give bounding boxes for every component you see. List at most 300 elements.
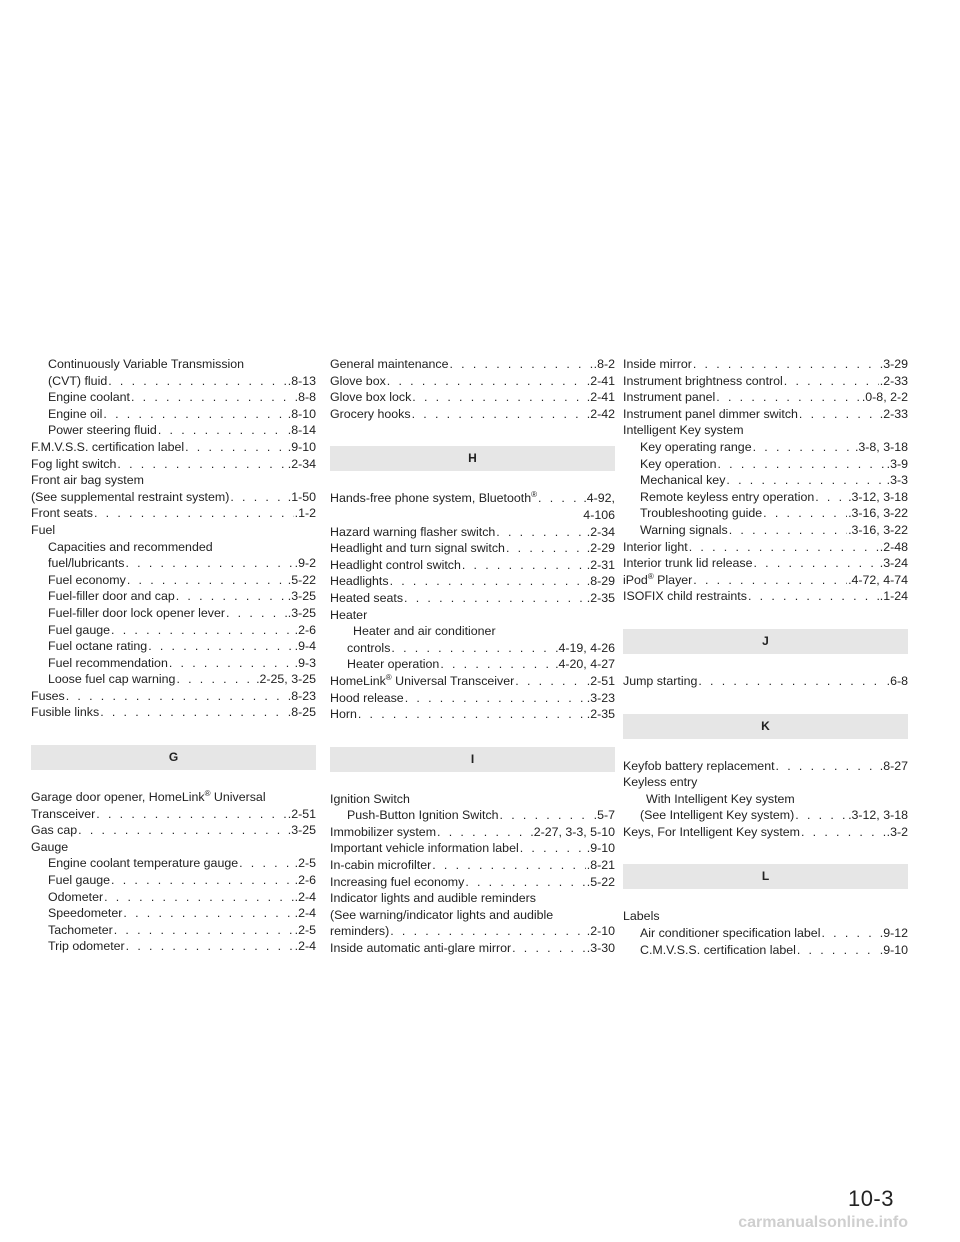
index-entry-text	[31, 439, 184, 456]
index-entry-text	[640, 942, 796, 959]
index-entry-text	[48, 922, 113, 939]
dot-leader	[114, 922, 294, 939]
index-entry-page-ref: .2-41	[586, 390, 615, 405]
index-entry	[330, 623, 615, 640]
index-entry	[330, 890, 615, 907]
index-entry	[31, 572, 316, 589]
entry-label: Fog light switch	[31, 456, 117, 471]
dot-leader	[716, 389, 861, 406]
entry-label: Remote keyless entry operation	[640, 489, 815, 504]
index-entry	[623, 472, 908, 489]
index-entry-text	[330, 940, 511, 957]
dot-leader	[239, 855, 294, 872]
index-entry-page-ref: .2-10	[586, 924, 615, 939]
index-entry-page-ref: .8-14	[287, 423, 316, 438]
index-entry-text	[646, 791, 795, 808]
dot-leader	[693, 572, 847, 589]
entry-label: reminders)	[330, 924, 390, 939]
index-entry	[330, 940, 615, 957]
dot-leader	[432, 857, 586, 874]
entry-label: Capacities and recommended	[48, 539, 213, 554]
dot-leader	[405, 690, 586, 707]
index-entry-page-ref: .2-35	[586, 590, 615, 605]
index-entry	[31, 671, 316, 688]
dot-leader	[127, 572, 287, 589]
index-entry-text	[31, 789, 266, 806]
entry-label: Engine coolant temperature gauge	[48, 856, 239, 871]
index-entry-text	[48, 889, 103, 906]
entry-label: Jump starting	[623, 673, 698, 688]
entry-label: Loose fuel cap warning	[48, 672, 176, 687]
index-entry-text	[330, 540, 505, 557]
dot-leader	[693, 356, 879, 373]
entry-label: With Intelligent Key system	[646, 791, 795, 806]
dot-leader	[176, 671, 255, 688]
index-entry-page-ref: .3-24	[879, 556, 908, 571]
dot-leader	[126, 938, 294, 955]
index-entry-text	[623, 539, 688, 556]
index-entry-text	[330, 607, 367, 624]
entry-label: (See supplemental restraint system)	[31, 489, 230, 504]
index-entry	[31, 472, 316, 489]
index-entry	[31, 456, 316, 473]
index-entry-text	[48, 622, 110, 639]
index-entry	[623, 774, 908, 791]
registered-mark: ®	[647, 571, 654, 581]
registered-mark: ®	[531, 490, 538, 500]
index-entry	[623, 791, 908, 808]
index-entry-text	[623, 824, 800, 841]
index-entry	[31, 622, 316, 639]
index-entry-text	[48, 638, 147, 655]
index-entry	[330, 640, 615, 657]
index-entry-page-ref: .1-2	[294, 506, 316, 521]
index-entry-page-ref: .3-30	[586, 941, 615, 956]
dot-leader	[390, 573, 586, 590]
index-entry	[31, 806, 316, 823]
dot-leader	[815, 489, 847, 506]
section-letter-header: I	[330, 747, 615, 772]
index-entry-text	[640, 489, 814, 506]
dot-leader	[729, 522, 847, 539]
index-entry	[623, 522, 908, 539]
index-entry-page-ref: .8-23	[287, 688, 316, 703]
dot-leader	[784, 373, 879, 390]
index-entry	[31, 789, 316, 806]
index-entry	[330, 923, 615, 940]
entry-label: General maintenance	[330, 357, 449, 371]
index-entry-page-ref: .2-42	[586, 406, 615, 421]
index-entry-page-ref: .4-19, 4-26	[555, 640, 615, 655]
index-entry-text	[330, 791, 410, 808]
dot-leader	[821, 925, 878, 942]
entry-label: (See Intelligent Key system)	[640, 808, 795, 823]
index-entry-page-ref: .2-34	[287, 456, 316, 471]
index-entry-page-ref: .3-8, 3-18	[854, 439, 908, 454]
registered-mark: ®	[204, 788, 211, 798]
index-entry-text	[640, 522, 728, 539]
index-entry	[31, 588, 316, 605]
entry-label: Fuel-filler door and cap	[48, 589, 175, 604]
index-entry	[31, 356, 316, 373]
entry-label: controls	[347, 640, 391, 655]
index-entry-text	[623, 389, 715, 406]
entry-label-suffix: Universal	[210, 790, 266, 805]
entry-label: Inside mirror	[623, 357, 692, 371]
entry-label: Warning signals	[640, 522, 728, 537]
index-entry	[623, 489, 908, 506]
index-entry	[623, 406, 908, 423]
index-entry-page-ref: .1-24	[879, 589, 908, 604]
index-entry-text	[640, 456, 716, 473]
entry-label: Transceiver	[31, 806, 96, 821]
index-entry-text	[330, 490, 537, 507]
dot-leader	[753, 555, 878, 572]
index-entry-text	[31, 688, 65, 705]
entry-label: (See warning/indicator lights and audible	[330, 907, 554, 922]
index-entry-text	[31, 472, 144, 489]
index-entry-text	[640, 472, 725, 489]
entry-label: Fuel recommendation	[48, 655, 168, 670]
dot-leader	[94, 505, 294, 522]
index-entry-text	[330, 874, 464, 891]
index-entry-text	[623, 774, 697, 791]
index-entry	[330, 373, 615, 390]
index-entry-page-ref: .3-25	[287, 589, 316, 604]
entry-label: Glove box	[330, 373, 386, 388]
index-entry-page-ref: .4-92,	[583, 491, 615, 506]
index-entry-page-ref: .3-2	[886, 824, 908, 839]
index-entry-page-ref: .9-12	[879, 926, 908, 941]
index-entry-text	[347, 656, 439, 673]
dot-leader	[449, 356, 592, 373]
index-entry	[31, 938, 316, 955]
index-entry-page-ref: .3-25	[287, 823, 316, 838]
index-entry-text	[330, 373, 386, 390]
index-entry-page-ref: .2-4	[294, 889, 316, 904]
dot-leader	[776, 758, 879, 775]
dot-leader	[358, 706, 586, 723]
dot-leader	[515, 673, 585, 690]
entry-label: Inside automatic anti-glare mirror	[330, 941, 512, 956]
dot-leader	[390, 923, 586, 940]
index-entry-text	[31, 522, 55, 539]
index-entry-text	[330, 857, 431, 874]
index-entry-text	[48, 588, 175, 605]
dot-leader	[437, 824, 529, 841]
entry-label: Fuel gauge	[48, 873, 111, 888]
index-entry-page-ref: .2-34	[586, 524, 615, 539]
index-entry	[330, 406, 615, 423]
dot-leader	[520, 840, 586, 857]
entry-label: Front air bag system	[31, 473, 144, 488]
index-entry-page-continued: 4-106	[583, 507, 615, 522]
index-column-2	[330, 356, 615, 957]
index-entry-text	[640, 505, 762, 522]
entry-label: Gauge	[31, 839, 69, 854]
dot-leader	[131, 389, 294, 406]
index-entry-text	[48, 605, 225, 622]
entry-label: HomeLink	[330, 673, 386, 688]
entry-label-suffix: Player	[653, 572, 693, 587]
dot-leader	[465, 874, 585, 891]
entry-label: Instrument panel dimmer switch	[623, 406, 798, 421]
index-entry	[623, 439, 908, 456]
entry-label: Garage door opener, HomeLink	[31, 790, 205, 805]
index-entry-text	[48, 373, 107, 390]
index-entry	[330, 857, 615, 874]
entry-label: Interior light	[623, 539, 688, 554]
index-entry-text	[48, 671, 175, 688]
dot-leader	[96, 806, 286, 823]
index-entry-page-ref: .9-3	[294, 655, 316, 670]
index-entry	[623, 539, 908, 556]
section-letter-header: J	[623, 629, 908, 654]
entry-label: Fuel octane rating	[48, 639, 148, 654]
index-entry	[31, 605, 316, 622]
index-entry-text	[31, 489, 229, 506]
index-entry-page-ref: .3-12, 3-18	[848, 489, 908, 504]
entry-label: Intelligent Key system	[623, 423, 744, 438]
dot-leader	[748, 588, 879, 605]
index-entry-text	[48, 539, 213, 556]
index-entry	[31, 422, 316, 439]
index-entry	[330, 557, 615, 574]
index-entry	[31, 688, 316, 705]
entry-label: Indicator lights and audible reminders	[330, 891, 536, 906]
index-entry-page-ref: .2-51	[586, 673, 615, 688]
entry-label: Front seats	[31, 506, 93, 521]
index-entry	[330, 807, 615, 824]
entry-label: Hood release	[330, 690, 404, 705]
index-entry-text	[330, 406, 411, 423]
dot-leader	[148, 638, 293, 655]
index-entry-text	[623, 758, 775, 775]
index-entry-text	[623, 673, 697, 690]
dot-leader	[462, 557, 586, 574]
section-letter-header: K	[623, 714, 908, 739]
index-entry-text	[48, 872, 110, 889]
entry-label: Heated seats	[330, 590, 404, 605]
dot-leader	[412, 389, 585, 406]
index-entry	[623, 373, 908, 390]
dot-leader	[169, 655, 294, 672]
index-entry-page-ref: .8-29	[586, 574, 615, 589]
index-entry	[623, 588, 908, 605]
dot-leader	[66, 688, 287, 705]
index-entry-text	[623, 373, 783, 390]
entry-label: Headlight control switch	[330, 557, 461, 572]
index-entry-text	[48, 572, 126, 589]
index-entry-text	[330, 890, 536, 907]
index-entry	[330, 824, 615, 841]
index-entry-text	[353, 623, 496, 640]
dot-leader	[103, 406, 286, 423]
index-entry-text	[623, 588, 747, 605]
index-entry	[31, 704, 316, 721]
index-entry	[31, 905, 316, 922]
index-entry	[31, 889, 316, 906]
index-entry-page-ref: .2-35	[586, 707, 615, 722]
index-entry	[623, 422, 908, 439]
index-entry-page-ref: .9-4	[294, 639, 316, 654]
registered-mark: ®	[385, 672, 392, 682]
entry-label: Hands-free phone system, Bluetooth	[330, 491, 532, 506]
dot-leader	[512, 940, 586, 957]
index-entry-text	[347, 807, 499, 824]
dot-leader	[111, 622, 294, 639]
entry-label: Tachometer	[48, 922, 113, 937]
index-entry-text	[31, 806, 95, 823]
index-entry-text	[48, 905, 122, 922]
index-entry-page-ref: .2-27, 3-3, 5-10	[530, 824, 615, 839]
index-entry-text	[330, 356, 448, 373]
dot-leader	[111, 872, 294, 889]
entry-label: C.M.V.S.S. certification label	[640, 942, 796, 957]
entry-label: F.M.V.S.S. certification label	[31, 439, 185, 454]
index-entry-text	[48, 422, 157, 439]
index-entry	[31, 373, 316, 390]
entry-label: Heater and air conditioner	[353, 624, 496, 639]
index-entry-text	[31, 704, 99, 721]
dot-leader	[689, 539, 879, 556]
index-entry-text	[31, 505, 93, 522]
index-entry-page-ref: .3-16, 3-22	[848, 506, 908, 521]
index-entry	[31, 539, 316, 556]
entry-label: Heater operation	[347, 657, 440, 672]
index-entry-page-ref: .3-12, 3-18	[848, 808, 908, 823]
index-entry-page-ref: .4-72, 4-74	[848, 572, 908, 587]
index-entry-text	[31, 839, 68, 856]
index-entry	[330, 791, 615, 808]
entry-label: Speedometer	[48, 906, 123, 921]
section-letter-header: G	[31, 745, 316, 770]
index-entry-page-ref: .3-25	[287, 605, 316, 620]
index-entry-page-ref: .8-25	[287, 705, 316, 720]
index-entry-page-ref: .2-4	[294, 939, 316, 954]
dot-leader	[158, 422, 287, 439]
dot-leader	[185, 439, 287, 456]
entry-label: Interior trunk lid release	[623, 556, 753, 571]
index-entry	[623, 908, 908, 925]
entry-label: Key operation	[640, 456, 717, 471]
dot-leader	[726, 472, 885, 489]
index-entry	[623, 572, 908, 589]
index-entry-page-ref: .3-29	[879, 357, 908, 371]
index-entry	[623, 456, 908, 473]
index-entry	[623, 505, 908, 522]
dot-leader	[538, 490, 582, 507]
index-entry-text	[623, 406, 798, 423]
dot-leader	[387, 373, 586, 390]
index-entry-text	[330, 706, 357, 723]
index-entry-page-ref: .2-25, 3-25	[256, 672, 316, 687]
entry-label: Instrument brightness control	[623, 373, 783, 388]
dot-leader	[717, 456, 885, 473]
index-entry-text	[347, 640, 390, 657]
index-entry	[623, 942, 908, 959]
index-entry	[330, 389, 615, 406]
index-entry	[330, 607, 615, 624]
entry-label: Keyless entry	[623, 775, 698, 790]
index-entry-page-ref: .5-22	[586, 874, 615, 889]
dot-leader	[123, 905, 293, 922]
dot-leader	[117, 456, 286, 473]
index-entry-text	[330, 923, 389, 940]
index-entry-page-ref: .2-6	[294, 622, 316, 637]
dot-leader	[496, 524, 585, 541]
index-entry-page-ref: .8-27	[879, 758, 908, 773]
index-entry	[31, 822, 316, 839]
index-entry	[623, 758, 908, 775]
dot-leader	[104, 889, 294, 906]
index-entry-page-ref: .9-10	[287, 439, 316, 454]
index-entry-page-ref: .2-5	[294, 922, 316, 937]
dot-leader	[440, 656, 554, 673]
index-entry-text	[330, 673, 514, 690]
dot-leader	[500, 807, 593, 824]
index-entry-page-ref: .2-33	[879, 406, 908, 421]
index-entry-page-ref: .4-20, 4-27	[555, 657, 615, 672]
index-entry-page-ref: .9-2	[294, 556, 316, 571]
index-entry	[31, 555, 316, 572]
entry-label: iPod	[623, 572, 648, 587]
index-entry	[31, 505, 316, 522]
index-entry	[330, 690, 615, 707]
entry-label: Fusible links	[31, 705, 100, 720]
entry-label: Continuously Variable Transmission	[48, 357, 245, 371]
entry-label: Keys, For Intelligent Key system	[623, 824, 800, 839]
entry-label: Instrument panel	[623, 390, 716, 405]
entry-label: (CVT) fluid	[48, 373, 108, 388]
index-entry-page-ref: .2-51	[287, 806, 316, 821]
entry-label: Glove box lock	[330, 390, 412, 405]
index-entry-page-ref: .2-5	[294, 856, 316, 871]
dot-leader	[404, 590, 586, 607]
index-entry-page-ref: .8-2	[593, 357, 615, 371]
entry-label: Keyfob battery replacement	[623, 758, 775, 773]
index-entry-text	[640, 925, 820, 942]
index-entry	[330, 356, 615, 373]
watermark: carmanualsonline.info	[738, 1214, 908, 1231]
entry-label: Gas cap	[31, 823, 78, 838]
index-entry-text	[330, 690, 404, 707]
entry-label: Troubleshooting guide	[640, 506, 763, 521]
index-column-1	[31, 356, 316, 955]
index-entry-text	[623, 572, 692, 589]
index-entry-text	[623, 422, 744, 439]
entry-label: Headlight and turn signal switch	[330, 541, 505, 556]
entry-label: Fuel-filler door lock opener lever	[48, 605, 225, 620]
index-entry-page-ref: .3-9	[886, 456, 908, 471]
index-entry	[623, 356, 908, 373]
index-entry	[330, 907, 615, 924]
entry-label: fuel/lubricants	[48, 556, 125, 571]
index-entry-page-ref: .3-16, 3-22	[848, 522, 908, 537]
index-entry	[31, 439, 316, 456]
index-entry-text	[330, 524, 495, 541]
index-entry-text	[640, 439, 752, 456]
index-entry	[623, 673, 908, 690]
dot-leader	[797, 942, 879, 959]
index-entry-text	[640, 807, 794, 824]
dot-leader	[391, 640, 554, 657]
index-entry-page-ref: .5-22	[287, 572, 316, 587]
dot-leader	[100, 704, 287, 721]
index-entry-page-ref: .8-10	[287, 406, 316, 421]
index-entry-page-ref: .8-8	[294, 390, 316, 405]
index-column-3	[623, 356, 908, 958]
